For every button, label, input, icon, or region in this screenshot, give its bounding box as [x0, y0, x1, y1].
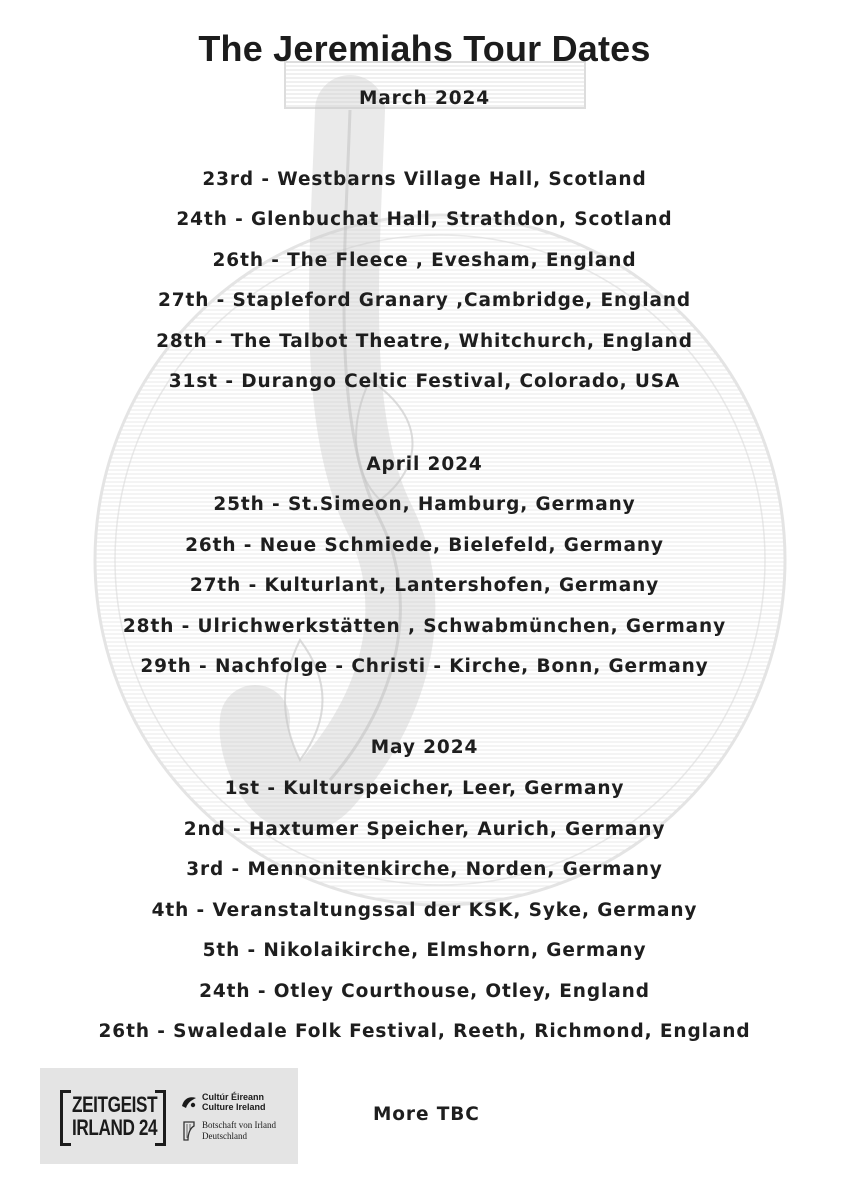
zeitgeist-logo-line1: ZEITGEIST [72, 1092, 158, 1117]
tour-date-line: 26th - Neue Schmiede, Bielefeld, Germany [185, 535, 664, 556]
tour-date-line: 24th - Otley Courthouse, Otley, England [199, 981, 650, 1002]
harp-icon [182, 1120, 196, 1142]
culture-ireland-icon [180, 1094, 198, 1110]
tour-date-line: 1st - Kulturspeicher, Leer, Germany [224, 778, 625, 799]
tour-date-line: 26th - The Fleece , Evesham, England [212, 250, 637, 271]
month-heading-march: March 2024 [358, 88, 491, 109]
tour-date-line: 27th - Kulturlant, Lantershofen, Germany [189, 575, 660, 596]
zeitgeist-irland-logo [60, 1090, 166, 1142]
tour-date-line: 4th - Veranstaltungssal der KSK, Syke, Germany [151, 900, 698, 921]
more-tbc-note: More TBC [373, 1104, 480, 1125]
sponsor-logos [40, 1068, 298, 1164]
tour-date-line: 31st - Durango Celtic Festival, Colorado, USA [168, 371, 681, 392]
embassy-line2: Deutschland [202, 1131, 247, 1141]
tour-date-line: 29th - Nachfolge - Christi - Kirche, Bonn, Germany [140, 656, 709, 677]
tour-date-line: 5th - Nikolaikirche, Elmshorn, Germany [202, 940, 647, 961]
tour-date-line: 26th - Swaledale Folk Festival, Reeth, Richmond, England [98, 1021, 751, 1042]
month-heading-april: April 2024 [366, 454, 483, 475]
tour-date-line: 3rd - Mennonitenkirche, Norden, Germany [186, 859, 663, 880]
tour-date-line: 28th - Ulrichwerkstätten , Schwabmünchen, Germany [122, 616, 727, 637]
tour-date-line: 28th - The Talbot Theatre, Whitchurch, England [156, 331, 693, 352]
culture-ireland-irish: Cultúr Éireann [202, 1092, 265, 1102]
poster-title: The Jeremiahs Tour Dates [198, 28, 651, 69]
embassy-line1: Botschaft von Irland [202, 1120, 276, 1130]
tour-date-line: 27th - Stapleford Granary ,Cambridge, England [157, 290, 692, 311]
tour-date-line: 23rd - Westbarns Village Hall, Scotland [202, 169, 647, 190]
tour-date-line: 2nd - Haxtumer Speicher, Aurich, Germany [183, 819, 666, 840]
culture-ireland-english: Culture Ireland [202, 1102, 266, 1112]
month-heading-may: May 2024 [370, 737, 479, 758]
zeitgeist-logo-line2: IRLAND 24 [72, 1115, 158, 1140]
tour-date-line: 24th - Glenbuchat Hall, Strathdon, Scotland [176, 209, 673, 230]
tour-date-line: 25th - St.Simeon, Hamburg, Germany [213, 494, 636, 515]
